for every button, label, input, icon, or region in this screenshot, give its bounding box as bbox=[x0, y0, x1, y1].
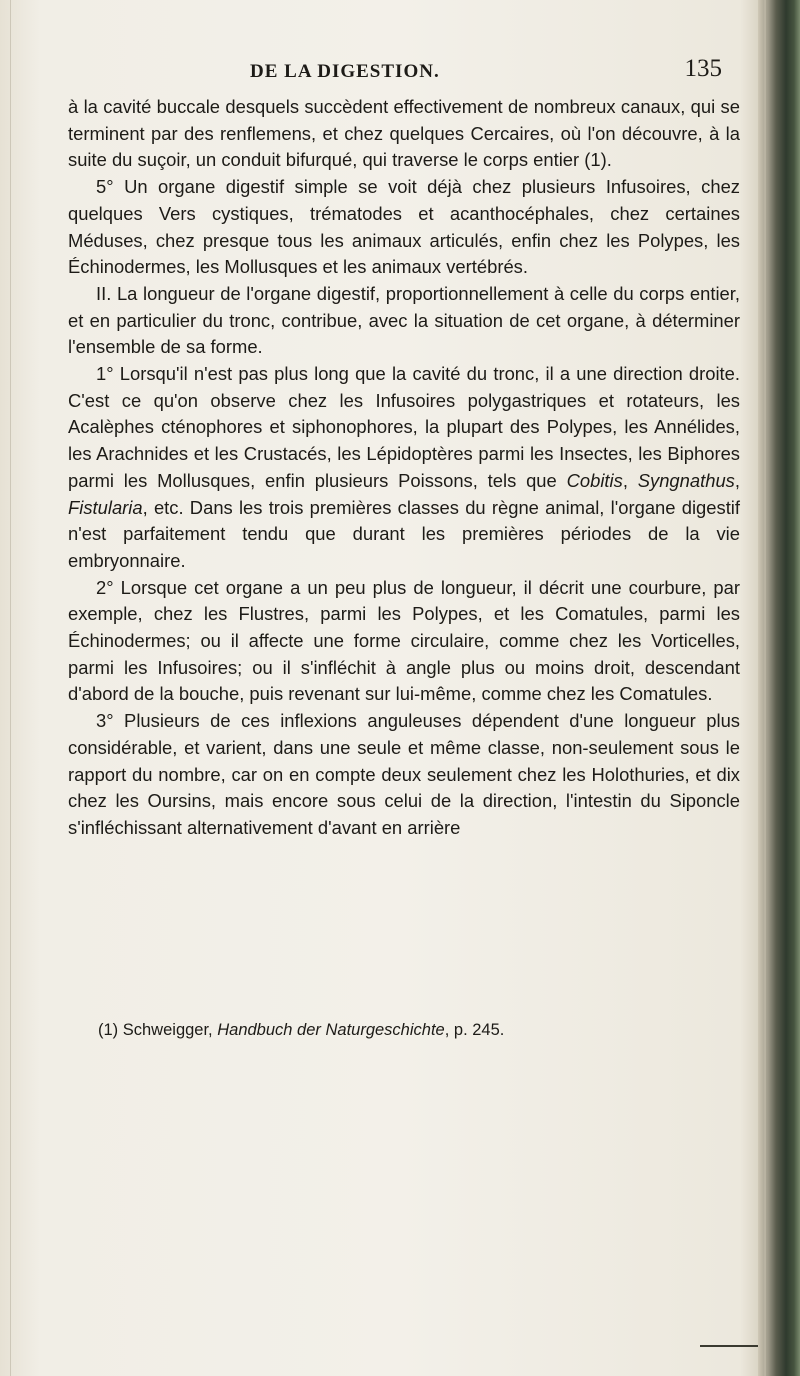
running-head: DE LA DIGESTION. bbox=[250, 61, 440, 82]
genus-syngnathus: Syngnathus bbox=[637, 469, 735, 491]
page-bottom-rule bbox=[700, 1345, 758, 1347]
paragraph-1-straight bbox=[68, 361, 740, 575]
page-header bbox=[70, 55, 740, 95]
paragraph-5-simple-organ: 5° Un organe digestif simple se voit déjà chez plusieurs Infusoires, chez quelques Vers cystiques, trématodes et acanthocéphales, chez certaines Méduses, chez presque tous les animaux articulés, enfin chez les Polypes, les Échinodermes, les Mollusques et les animaux vertébrés. bbox=[68, 176, 740, 278]
genus-fistularia: Fistularia bbox=[68, 496, 143, 518]
paragraph-1-end: , etc. Dans les trois premières classes du règne animal, l'organe digestif n'est parfaitement tendu que durant les premières périodes de la vie embryonnaire. bbox=[68, 496, 740, 571]
footnote-marker: (1) Schweigger, bbox=[98, 1021, 218, 1039]
separator: , bbox=[622, 469, 638, 491]
page-left-edge bbox=[10, 0, 11, 1376]
page-number: 135 bbox=[684, 55, 722, 82]
paragraph-2-curved: 2° Lorsque cet organe a un peu plus de longueur, il décrit une courbure, par exemple, chez les Flustres, parmi les Polypes, et les Comatules, parmi les Échinodermes; ou il affecte une forme circulaire, comme chez les Vorticelles, parmi les Infusoires; ou il s'infléchit à angle plus ou moins droit, descendant d'abord de la bouche, puis revenant sur lui-même, comme chez les Comatules. bbox=[68, 576, 740, 705]
paragraph-ii-length: II. La longueur de l'organe digestif, proportionnellement à celle du corps entier, et en particulier du tronc, contribue, avec la situation de cet organe, à déterminer l'ensemble de sa forme. bbox=[68, 282, 740, 358]
footnote-rest: , p. 245. bbox=[444, 1021, 505, 1039]
paragraph-continuation: à la cavité buccale desquels succèdent effectivement de nombreux canaux, qui se terminent par des renflemens, et chez quelques Cercaires, où l'on découvre, à la suite du suçoir, un conduit bifurqué, qui traverse le corps entier (1). bbox=[68, 96, 740, 171]
book-binding-edge bbox=[758, 0, 800, 1376]
genus-cobitis: Cobitis bbox=[566, 469, 623, 491]
footnote-title: Handbuch der Naturgeschichte bbox=[217, 1021, 445, 1039]
body-text bbox=[68, 94, 740, 842]
footnote bbox=[98, 1019, 738, 1041]
paragraph-1-text: 1° Lorsqu'il n'est pas plus long que la cavité du tronc, il a une direction droite. C'est ce qu'on observe chez les Infusoires polygastriques et rotateurs, les Acalèphes cténophores et siphonophores, la plupart des Polypes, les Annélides, les Arachnides et les Crustacés, les Lépidoptères parmi les Insectes, les Biphores parmi les Mollusques, enfin plusieurs Poissons, tels que bbox=[68, 363, 740, 491]
separator: , bbox=[734, 469, 740, 491]
paragraph-3-inflexions: 3° Plusieurs de ces inflexions anguleuses dépendent d'une longueur plus considérable, et varient, dans une seule et même classe, non-seulement sous le rapport du nombre, car on en compte deux seulement chez les Holothuries, et dix chez les Oursins, mais encore sous celui de la direction, l'intestin du Siponcle s'infléchissant alternativement d'avant en arrière bbox=[68, 710, 740, 838]
